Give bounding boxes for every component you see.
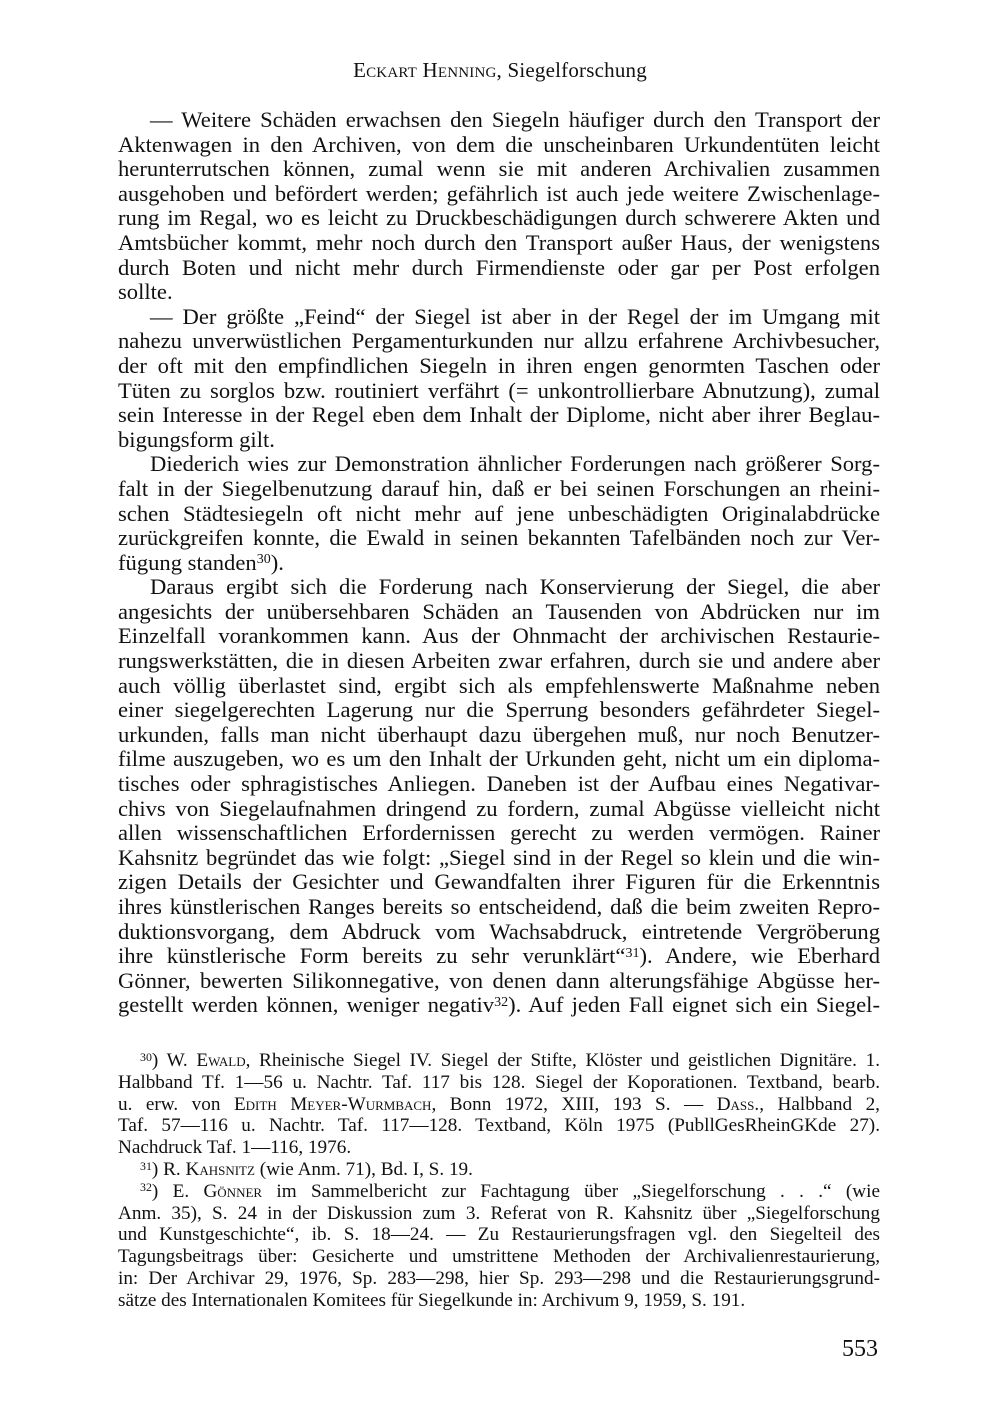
footnote-text: Nachdruck Taf. 1—116, 1976. bbox=[118, 1137, 352, 1159]
author-name: Ewald bbox=[196, 1050, 246, 1071]
footnote-text: ) W. bbox=[151, 1050, 197, 1071]
text-line-content: zurückgreifen konnte, die Ewald in seinen bekannten Tafelbänden noch zur Ver- bbox=[118, 526, 880, 551]
running-head bbox=[0, 58, 1000, 83]
text-line bbox=[118, 969, 880, 994]
text-line bbox=[118, 846, 880, 871]
text-line-continuation: ). Auf jeden Fall eignet sich ein Siegel- bbox=[508, 993, 880, 1018]
text-line-content: Aktenwagen in den Archiven, von dem die unscheinbaren Urkundentüten leicht bbox=[118, 132, 880, 157]
footnote-line bbox=[118, 1268, 880, 1290]
footnote-line bbox=[118, 1224, 880, 1246]
text-line-content: rung im Regal, wo es leicht zu Druckbeschädigungen durch schwerere Akten und bbox=[118, 206, 880, 231]
text-line bbox=[118, 870, 880, 895]
footnote-ref: 30 bbox=[256, 552, 271, 568]
text-line bbox=[118, 280, 880, 305]
footnote-ref: 31 bbox=[625, 945, 640, 961]
footnote-line bbox=[118, 1072, 880, 1094]
footnote-text: ) E. bbox=[151, 1180, 204, 1202]
text-line bbox=[118, 698, 880, 723]
text-line bbox=[118, 895, 880, 920]
text-line-content: — Weitere Schäden erwachsen den Siegeln häufiger durch den Transport der bbox=[150, 108, 880, 132]
text-line-content: Kahsnitz begründet das wie folgt: „Siegel sind in der Regel so klein und die win- bbox=[118, 845, 880, 870]
text-line bbox=[118, 575, 880, 600]
text-line-content: fügung standen bbox=[118, 550, 257, 575]
text-line-content: Daraus ergibt sich die Forderung nach Konservierung der Siegel, die aber bbox=[150, 575, 880, 600]
footnote-text: in: Der Archivar 29, 1976, Sp. 283—298, hier Sp. 293—298 und die Restaurierungsgrund- bbox=[118, 1267, 880, 1289]
text-line bbox=[118, 723, 880, 748]
footnote-text: , Halbband 2, bbox=[759, 1093, 880, 1115]
author-name: Kahsnitz bbox=[185, 1158, 255, 1180]
footnote-ref: 32 bbox=[494, 995, 509, 1011]
text-line bbox=[118, 403, 880, 428]
text-line bbox=[118, 452, 880, 477]
text-line bbox=[118, 157, 880, 182]
text-line bbox=[118, 600, 880, 625]
text-line-content: Amtsbücher kommt, mehr noch durch den Transport außer Haus, der wenigstens bbox=[118, 230, 880, 255]
footnote-line bbox=[118, 1181, 880, 1203]
text-line bbox=[118, 772, 880, 797]
text-line-content: angesichts der unübersehbaren Schäden an Tausenden von Abdrücken nur im bbox=[118, 599, 880, 624]
main-text bbox=[118, 108, 880, 1018]
footnote-text: ) R. bbox=[151, 1158, 186, 1180]
text-line bbox=[118, 624, 880, 649]
footnote-line bbox=[118, 1050, 880, 1072]
footnote-text: , Rheinische Siegel IV. Siegel der Stifte, Klöster und geistlichen Dignitäre. 1. bbox=[245, 1050, 880, 1071]
footnote-line bbox=[118, 1246, 880, 1268]
footnote-text: Halbband Tf. 1—56 u. Nachtr. Taf. 117 bis 128. Siegel der Koporationen. Textband, bearb. bbox=[118, 1071, 880, 1093]
text-line bbox=[118, 649, 880, 674]
text-line-content: nahezu unverwüstlichen Pergamenturkunden nur allzu erfahrene Archivbesucher, bbox=[118, 329, 880, 354]
text-line-content: herunterrutschen können, zumal wenn sie mit anderen Archivalien zusammen bbox=[118, 157, 880, 182]
author-name: Dass. bbox=[716, 1093, 760, 1115]
footnote-line bbox=[118, 1094, 880, 1116]
text-line bbox=[118, 477, 880, 502]
text-line-continuation: ). bbox=[270, 550, 284, 575]
text-line-content: urkunden, falls man nicht überhaupt dazu übergehen muß, nur noch Benutzer- bbox=[118, 722, 880, 747]
footnote-line bbox=[118, 1159, 880, 1181]
text-line-content: zigen Details der Gesichter und Gewandfalten ihrer Figuren für die Erkenntnis bbox=[118, 870, 880, 895]
text-line bbox=[118, 379, 880, 404]
footnote-number: 32 bbox=[140, 1180, 152, 1195]
text-line-content: ausgehoben und befördert werden; gefährlich ist auch jede weitere Zwischenlage- bbox=[118, 181, 880, 206]
footnote-line bbox=[118, 1137, 880, 1159]
text-line bbox=[118, 674, 880, 699]
text-line bbox=[118, 526, 880, 551]
text-line-content: der oft mit den empfindlichen Siegeln in ihren engen genormten Taschen oder bbox=[118, 353, 880, 378]
footnotes bbox=[118, 1050, 880, 1312]
text-line-continuation: ). Andere, wie Eberhard bbox=[639, 944, 880, 969]
text-line-content: auch völlig überlastet sind, ergibt sich als empfehlenswerte Maßnahme neben bbox=[118, 673, 880, 698]
page-number: 553 bbox=[842, 1336, 878, 1362]
footnote-text: , Bonn 1972, XIII, 193 S. — bbox=[431, 1093, 717, 1115]
text-line-content: duktionsvorgang, dem Abdruck vom Wachsabdruck, eintretende Vergröberung bbox=[118, 919, 880, 944]
text-line bbox=[118, 797, 880, 822]
text-line bbox=[118, 920, 880, 945]
author-name: Gönner bbox=[203, 1180, 263, 1202]
text-line-content: durch Boten und nicht mehr durch Firmendienste oder gar per Post erfolgen bbox=[118, 255, 880, 280]
text-line bbox=[118, 182, 880, 207]
running-head-author: Eckart Henning bbox=[353, 58, 497, 82]
footnote-text: Anm. 35), S. 24 in der Diskussion zum 3. Referat von R. Kahsnitz über „Siegelforschung bbox=[118, 1202, 880, 1224]
text-line-content: filme auszugeben, wo es um den Inhalt der Urkunden geht, nicht um ein diploma- bbox=[118, 747, 880, 772]
footnote-text: u. erw. von bbox=[118, 1093, 234, 1115]
author-name: Edith Meyer-Wurmbach bbox=[233, 1093, 432, 1115]
footnote-line bbox=[118, 1290, 880, 1312]
running-head-title: , Siegelforschung bbox=[496, 58, 647, 82]
text-line bbox=[118, 108, 880, 133]
footnote-text: Taf. 57—116 u. Nachtr. Taf. 117—128. Textband, Köln 1975 (PubllGesRheinGKde 27). bbox=[118, 1115, 880, 1137]
footnote-text: (wie Anm. 71), Bd. I, S. 19. bbox=[254, 1158, 473, 1180]
text-line bbox=[118, 305, 880, 330]
text-line-content: tisches oder sphragistisches Anliegen. Daneben ist der Aufbau eines Negativar- bbox=[118, 772, 880, 797]
footnote-text: im Sammelbericht zur Fachtagung über „Siegelforschung . . .“ (wie bbox=[262, 1180, 880, 1202]
text-line-content: Diederich wies zur Demonstration ähnlicher Forderungen nach größerer Sorg- bbox=[150, 452, 880, 477]
footnote-text: sätze des Internationalen Komitees für Siegelkunde in: Archivum 9, 1959, S. 191. bbox=[118, 1289, 746, 1311]
text-line-content: falt in der Siegelbenutzung darauf hin, daß er bei seinen Forschungen an rheini- bbox=[118, 476, 880, 501]
footnote-text: Tagungsbeitrags über: Gesicherte und umstrittene Methoden der Archivalienrestaurierung, bbox=[118, 1246, 880, 1268]
text-line bbox=[118, 747, 880, 772]
text-line bbox=[118, 231, 880, 256]
text-line bbox=[118, 551, 880, 576]
text-line bbox=[118, 256, 880, 281]
footnote-number: 30 bbox=[140, 1050, 152, 1064]
text-line-content: ihre künstlerische Form bereits zu sehr verunklärt“ bbox=[118, 944, 626, 969]
text-line-content: bigungsform gilt. bbox=[118, 427, 275, 452]
text-line-content: Tüten zu sorglos bzw. routiniert verfährt (= unkontrollierbare Abnutzung), zumal bbox=[118, 378, 880, 403]
text-line bbox=[118, 502, 880, 527]
text-line bbox=[118, 821, 880, 846]
footnote-line bbox=[118, 1203, 880, 1225]
text-line-content: Gönner, bewerten Silikonnegative, von denen dann alterungsfähige Abgüsse her- bbox=[118, 968, 880, 993]
text-line-content: einer siegelgerechten Lagerung nur die Sperrung besonders gefährdeter Siegel- bbox=[118, 698, 880, 723]
footnote-number: 31 bbox=[140, 1158, 152, 1173]
text-line bbox=[118, 354, 880, 379]
footnote-line bbox=[118, 1115, 880, 1137]
text-line-content: sein Interesse in der Regel eben dem Inhalt der Diplome, nicht aber ihrer Beglau- bbox=[118, 403, 880, 428]
text-line-content: — Der größte „Feind“ der Siegel ist aber in der Regel der im Umgang mit bbox=[150, 304, 880, 329]
text-line bbox=[118, 206, 880, 231]
text-line-content: gestellt werden können, weniger negativ bbox=[118, 993, 495, 1018]
text-line-content: ihres künstlerischen Ranges bereits so entscheidend, daß die beim zweiten Repro- bbox=[118, 895, 880, 919]
text-line bbox=[118, 133, 880, 158]
text-line-content: sollte. bbox=[118, 280, 173, 305]
text-line-content: Einzelfall vorankommen kann. Aus der Ohnmacht der archivischen Restaurie- bbox=[118, 624, 880, 649]
text-line bbox=[118, 329, 880, 354]
text-line bbox=[118, 993, 880, 1018]
text-line-content: chivs von Siegelaufnahmen dringend zu fordern, zumal Abgüsse vielleicht nicht bbox=[118, 796, 880, 821]
text-line-content: rungswerkstätten, die in diesen Arbeiten zwar erfahren, durch sie und andere aber bbox=[118, 649, 880, 674]
text-line bbox=[118, 428, 880, 453]
text-line bbox=[118, 944, 880, 969]
text-line-content: schen Städtesiegeln oft nicht mehr auf jene unbeschädigten Originalabdrücke bbox=[118, 501, 880, 526]
footnote-text: und Kunstgeschichte“, ib. S. 18—24. — Zu Restaurierungsfragen vgl. den Siegelteil des bbox=[118, 1224, 880, 1246]
text-line-content: allen wissenschaftlichen Erfordernissen gerecht zu werden vermögen. Rainer bbox=[118, 821, 880, 846]
